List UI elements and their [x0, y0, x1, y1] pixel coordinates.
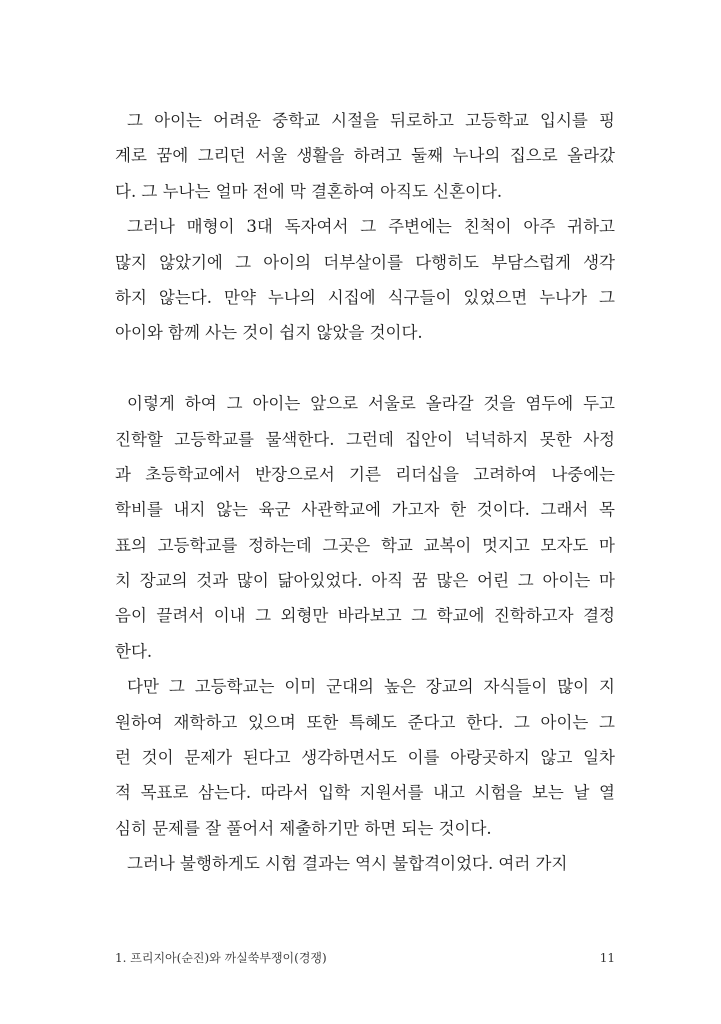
text-line: 런 것이 문제가 된다고 생각하면서도 이를 아랑곳하지 않고 일차 [115, 748, 615, 768]
paragraph [115, 386, 615, 669]
text-line: 원하여 재학하고 있으며 또한 특혜도 준다고 한다. 그 아이는 그 [115, 712, 615, 732]
text-line: 한다. [115, 641, 153, 661]
text-line: 그러나 매형이 3대 독자여서 그 주변에는 친척이 아주 귀하고 [127, 217, 615, 237]
text-line: 다만 그 고등학교는 이미 군대의 높은 장교의 자식들이 많이 지 [127, 677, 615, 697]
text-line: 진학할 고등학교를 물색한다. 그런데 집안이 넉넉하지 못한 사정 [115, 429, 615, 449]
text-line: 그러나 불행하게도 시험 결과는 역시 불합격이었다. 여러 가지 [127, 854, 568, 874]
text-line: 치 장교의 것과 많이 닮아있었다. 아직 꿈 많은 어린 그 아이는 마 [115, 571, 615, 591]
section-break [115, 351, 615, 386]
text-line: 심히 문제를 잘 풀어서 제출하기만 하면 되는 것이다. [115, 818, 492, 838]
text-line: 하지 않는다. 만약 누나의 시집에 식구들이 있었으면 누나가 그 [115, 287, 615, 307]
text-line: 많지 않았기에 그 아이의 더부살이를 다행히도 부담스럽게 생각 [115, 252, 615, 272]
page-number: 11 [599, 951, 615, 965]
paragraph [115, 209, 615, 351]
running-footer-title: 1. 프리지아(순진)와 까실쑥부쟁이(경쟁) [115, 951, 327, 965]
page-footer [115, 948, 615, 968]
body-text [115, 103, 615, 882]
text-line: 다. 그 누나는 얼마 전에 막 결혼하여 아직도 신혼이다. [115, 181, 503, 201]
text-line: 학비를 내지 않는 육군 사관학교에 가고자 한 것이다. 그래서 목 [115, 500, 615, 520]
text-line: 과 초등학교에서 반장으로서 기른 리더십을 고려하여 나중에는 [115, 464, 615, 484]
text-line: 음이 끌려서 이내 그 외형만 바라보고 그 학교에 진학하고자 결정 [115, 606, 615, 626]
text-line: 표의 고등학교를 정하는데 그곳은 학교 교복이 멋지고 모자도 마 [115, 535, 615, 555]
paragraph [115, 669, 615, 846]
text-line: 계로 꿈에 그리던 서울 생활을 하려고 둘째 누나의 집으로 올라갔 [115, 146, 615, 166]
text-line: 아이와 함께 사는 것이 쉽지 않았을 것이다. [115, 323, 423, 343]
text-line: 그 아이는 어려운 중학교 시절을 뒤로하고 고등학교 입시를 핑 [127, 111, 615, 130]
paragraph [115, 846, 615, 881]
text-line: 적 목표로 삼는다. 따라서 입학 지원서를 내고 시험을 보는 날 열 [115, 783, 615, 803]
paragraph [115, 103, 615, 209]
text-line: 이렇게 하여 그 아이는 앞으로 서울로 올라갈 것을 염두에 두고 [127, 394, 615, 414]
